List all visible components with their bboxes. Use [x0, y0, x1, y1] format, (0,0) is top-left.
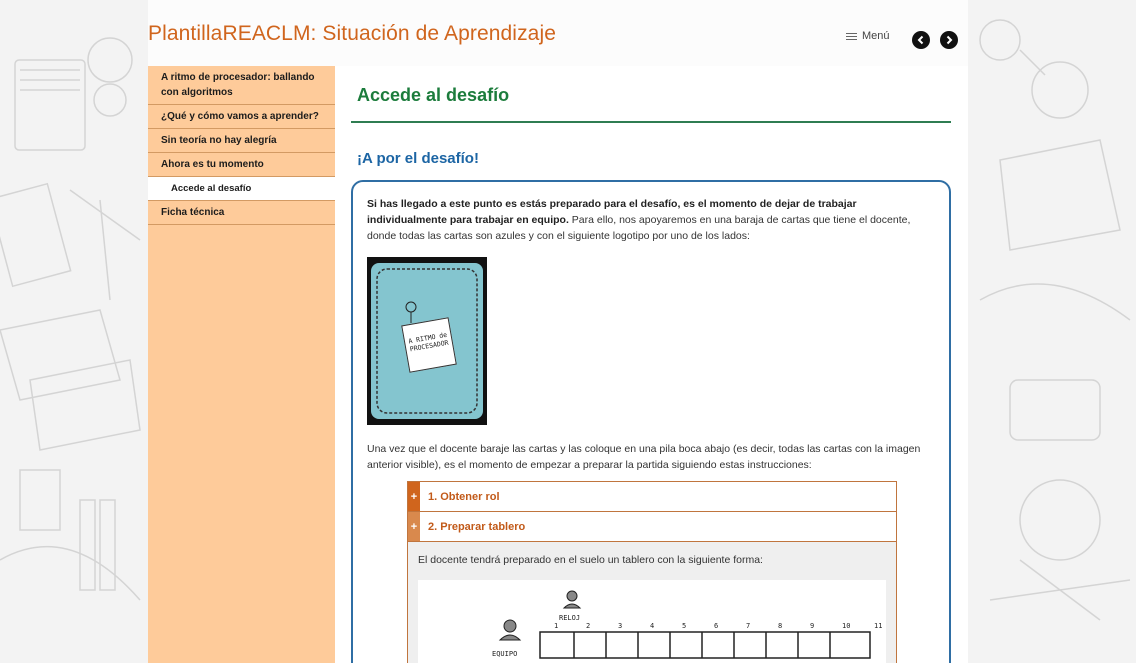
- accordion-label: 2. Preparar tablero: [428, 520, 526, 533]
- site-title[interactable]: PlantillaREACLM: Situación de Aprendizaje: [148, 22, 556, 45]
- menu-button[interactable]: [846, 30, 890, 42]
- board-number: 4: [650, 622, 655, 630]
- sidebar-item-ficha-tecnica[interactable]: Ficha técnica: [148, 201, 335, 225]
- accordion-item-obtener-rol[interactable]: [408, 482, 896, 512]
- instructions-paragraph: Una vez que el docente baraje las cartas y las coloque en una pila boca abajo (es decir, todas las cartas con la imagen anterior visible), es el momento de empezar a preparar la partida siguiendo estas instrucciones:: [367, 443, 921, 471]
- board-number: 1: [554, 622, 559, 630]
- chevron-left-icon: [916, 35, 926, 45]
- previous-page-button[interactable]: [912, 31, 930, 49]
- section-title: ¡A por el desafío!: [357, 150, 479, 167]
- board-sketch-image: [418, 580, 886, 663]
- board-numbers: [554, 622, 882, 630]
- page-title: Accede al desafío: [357, 85, 510, 105]
- sidebar-item-sin-teoria[interactable]: Sin teoría no hay alegría: [148, 129, 335, 153]
- board-number: 9: [810, 622, 815, 630]
- sidebar-item-a-ritmo[interactable]: A ritmo de procesador: ballando con algoritmos: [148, 66, 335, 105]
- card-face: [371, 263, 483, 419]
- challenge-box: [351, 180, 951, 663]
- intro-text: Para ello, nos apoyaremos en una baraja de cartas que tiene el docente, donde todas las cartas son azules y con el siguiente logotipo por uno de los lados:: [367, 214, 911, 242]
- intro-bold-text: Si has llegado a este punto es estás preparado para el desafío, es el momento de dejar de trabajar individualmente para trabajar en equipo.: [367, 198, 857, 226]
- card-logo-image: [367, 257, 487, 425]
- page: [148, 0, 968, 663]
- hamburger-icon: [846, 31, 857, 42]
- sidebar-nav: [148, 66, 335, 663]
- board-number: 8: [778, 622, 783, 630]
- expand-plus-icon: +: [408, 482, 420, 511]
- accordion-label: 1. Obtener rol: [428, 490, 500, 503]
- menu-label: Menú: [862, 30, 890, 42]
- next-page-button[interactable]: [940, 31, 958, 49]
- board-number: 7: [746, 622, 751, 630]
- board-number: 10: [842, 622, 851, 630]
- chevron-right-icon: [944, 35, 954, 45]
- instructions-accordion: [407, 481, 897, 663]
- reloj-figure-icon: [564, 591, 580, 608]
- accordion-body-preparar-tablero: [408, 542, 896, 663]
- board-number: 5: [682, 622, 687, 630]
- board-drawing: [418, 580, 886, 663]
- sidebar-item-ahora-es-tu-momento[interactable]: Ahora es tu momento: [148, 153, 335, 177]
- card-logo-text: A RITMO de PROCESADOR: [407, 330, 450, 354]
- heading-divider: [351, 121, 951, 123]
- accordion-item-preparar-tablero[interactable]: [408, 512, 896, 542]
- processor-chip-logo: [401, 317, 457, 373]
- accordion-body-text: El docente tendrá preparado en el suelo un tablero con la siguiente forma:: [418, 554, 763, 566]
- board-number: 2: [586, 622, 591, 630]
- equipo-label: EQUIPO: [492, 650, 518, 658]
- sidebar-item-que-y-como[interactable]: ¿Qué y cómo vamos a aprender?: [148, 105, 335, 129]
- reloj-label: RELOJ: [559, 614, 581, 622]
- sidebar-item-accede-al-desafio[interactable]: Accede al desafío: [148, 177, 335, 201]
- expand-plus-icon: +: [408, 512, 420, 541]
- board-number: 3: [618, 622, 623, 630]
- main-content: [335, 66, 968, 663]
- board-number: 6: [714, 622, 719, 630]
- equipo-figure-icon: [500, 620, 520, 640]
- site-header: [148, 0, 968, 67]
- board-grid: [540, 632, 870, 658]
- intro-paragraph: [367, 196, 933, 244]
- board-number: 11: [874, 622, 883, 630]
